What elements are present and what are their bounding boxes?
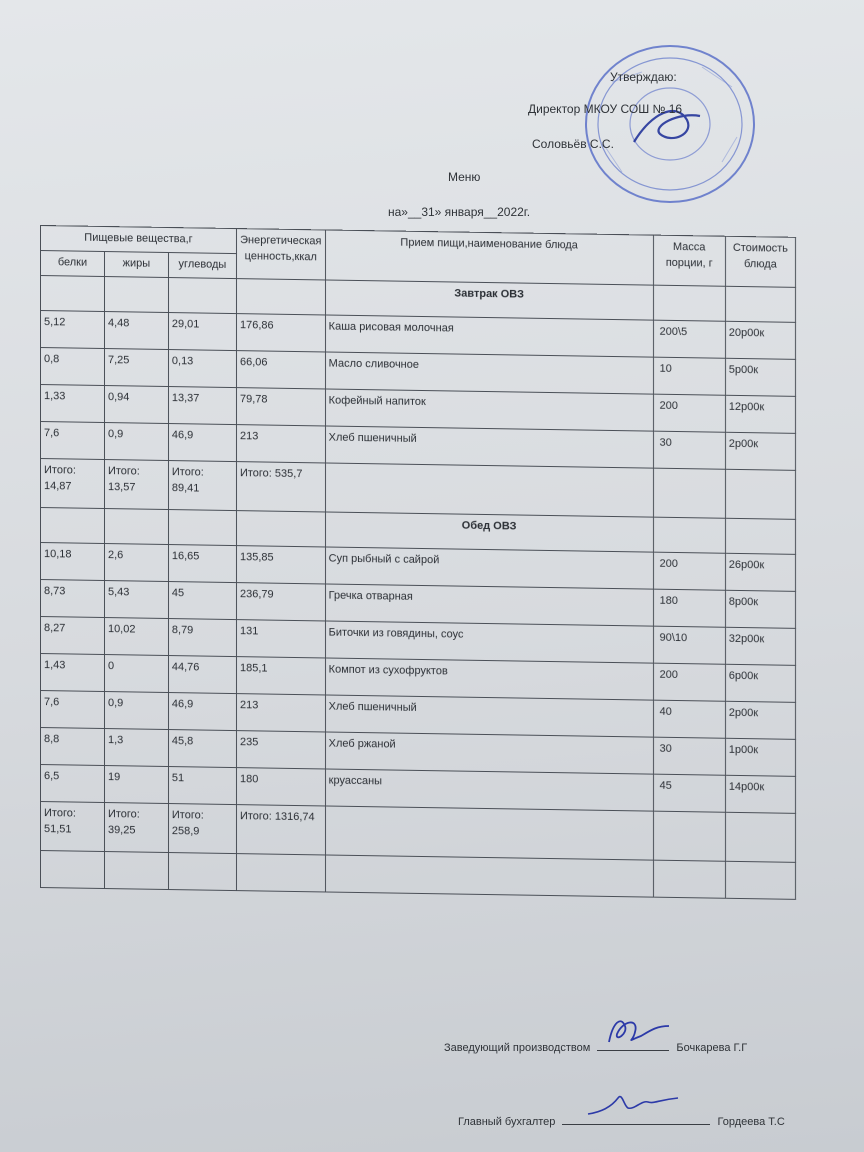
- mass-cell: 200: [653, 663, 725, 701]
- proteins-cell: 7,6: [41, 690, 105, 728]
- signature-production: [444, 1038, 747, 1054]
- carbs-cell: 45,8: [168, 729, 236, 767]
- signature-accountant: [458, 1112, 785, 1128]
- energy-cell: 235: [236, 730, 325, 768]
- proteins-cell: 0,8: [41, 347, 105, 385]
- fats-cell: 7,25: [104, 348, 168, 386]
- menu-table-wrapper: [40, 225, 800, 900]
- dish-name-cell: Каша рисовая молочная: [325, 315, 653, 357]
- approval-line-1: Утверждаю:: [610, 70, 677, 84]
- header-energy: Энергетическая ценность,ккал: [236, 229, 325, 280]
- empty-cell: [725, 469, 795, 519]
- proteins-cell: 6,5: [41, 764, 105, 802]
- fats-cell: 5,43: [104, 580, 168, 618]
- empty-cell: [325, 463, 653, 517]
- fats-cell: 2,6: [104, 543, 168, 581]
- carbs-cell: 8,79: [168, 618, 236, 656]
- fats-cell: 0,9: [104, 422, 168, 460]
- dish-name-cell: Компот из сухофруктов: [325, 658, 653, 700]
- fats-cell: 19: [104, 765, 168, 803]
- cost-cell: 32р00к: [725, 627, 795, 665]
- menu-date: на»__31» января__2022г.: [388, 205, 531, 219]
- energy-cell: 79,78: [236, 387, 325, 425]
- cost-cell: 12р00к: [725, 395, 795, 433]
- total-fats-cell: Итого: 39,25: [104, 802, 168, 852]
- empty-cell: [168, 277, 236, 313]
- empty-cell: [236, 853, 325, 891]
- header-fats: жиры: [104, 251, 168, 277]
- mass-cell: 90\10: [653, 626, 725, 664]
- energy-cell: 185,1: [236, 656, 325, 694]
- empty-cell: [236, 510, 325, 546]
- mass-cell: 10: [653, 357, 725, 395]
- proteins-cell: 8,27: [41, 616, 105, 654]
- carbs-cell: 16,65: [168, 544, 236, 582]
- fats-cell: 0,9: [104, 691, 168, 729]
- menu-table-body: [41, 275, 796, 899]
- total-proteins-cell: Итого: 14,87: [41, 458, 105, 508]
- energy-cell: 66,06: [236, 350, 325, 388]
- empty-cell: [104, 508, 168, 544]
- mass-cell: 180: [653, 589, 725, 627]
- empty-cell: [653, 517, 725, 553]
- empty-cell: [104, 276, 168, 312]
- mass-cell: 200\5: [653, 320, 725, 358]
- handwritten-signature-1: [595, 1012, 675, 1048]
- header-meal: Прием пищи,наименование блюда: [325, 230, 653, 285]
- proteins-cell: 8,8: [41, 727, 105, 765]
- total-fats-cell: Итого: 13,57: [104, 459, 168, 509]
- empty-cell: [653, 811, 725, 861]
- fats-cell: 0,94: [104, 385, 168, 423]
- energy-cell: 131: [236, 619, 325, 657]
- total-carbs-cell: Итого: 258,9: [168, 803, 236, 853]
- menu-table: [40, 225, 796, 900]
- empty-cell: [236, 278, 325, 314]
- empty-cell: [41, 507, 105, 543]
- header-carbs: углеводы: [168, 252, 236, 278]
- cost-cell: 8р00к: [725, 590, 795, 628]
- total-energy-cell: Итого: 535,7: [236, 461, 325, 511]
- production-signature-line: [597, 1038, 669, 1051]
- proteins-cell: 8,73: [41, 579, 105, 617]
- dish-name-cell: Масло сливочное: [325, 352, 653, 394]
- dish-name-cell: Суп рыбный с сайрой: [325, 547, 653, 589]
- empty-cell: [653, 860, 725, 898]
- proteins-cell: 1,33: [41, 384, 105, 422]
- total-proteins-cell: Итого: 51,51: [41, 801, 105, 851]
- carbs-cell: 29,01: [168, 312, 236, 350]
- empty-cell: [104, 851, 168, 889]
- header-cost: Стоимость блюда: [725, 236, 795, 287]
- carbs-cell: 44,76: [168, 655, 236, 693]
- dish-name-cell: Хлеб пшеничный: [325, 426, 653, 468]
- energy-cell: 180: [236, 767, 325, 805]
- energy-cell: 176,86: [236, 313, 325, 351]
- mass-cell: 40: [653, 700, 725, 738]
- empty-cell: [725, 518, 795, 554]
- cost-cell: 1р00к: [725, 738, 795, 776]
- cost-cell: 26р00к: [725, 553, 795, 591]
- total-energy-cell: Итого: 1316,74: [236, 804, 325, 854]
- accountant-name: Гордеева Т.С: [717, 1116, 785, 1128]
- accountant-label: Главный бухгалтер: [458, 1116, 556, 1128]
- cost-cell: 2р00к: [725, 432, 795, 470]
- energy-cell: 213: [236, 693, 325, 731]
- lunch-section-title: Обед ОВЗ: [325, 512, 653, 552]
- production-label: Заведующий производством: [444, 1042, 591, 1054]
- energy-cell: 236,79: [236, 582, 325, 620]
- empty-cell: [653, 468, 725, 518]
- mass-cell: 200: [653, 394, 725, 432]
- official-stamp: [582, 42, 757, 207]
- dish-name-cell: Хлеб пшеничный: [325, 695, 653, 737]
- mass-cell: 45: [653, 774, 725, 812]
- proteins-cell: 7,6: [41, 421, 105, 459]
- empty-cell: [325, 855, 653, 897]
- cost-cell: 6р00к: [725, 664, 795, 702]
- cost-cell: 14р00к: [725, 775, 795, 813]
- proteins-cell: 10,18: [41, 542, 105, 580]
- proteins-cell: 5,12: [41, 310, 105, 348]
- cost-cell: 2р00к: [725, 701, 795, 739]
- header-nutrients: Пищевые вещества,г: [41, 226, 237, 254]
- mass-cell: 30: [653, 431, 725, 469]
- fats-cell: 10,02: [104, 617, 168, 655]
- empty-cell: [653, 285, 725, 321]
- empty-cell: [168, 852, 236, 890]
- dish-name-cell: Хлеб ржаной: [325, 732, 653, 774]
- carbs-cell: 51: [168, 766, 236, 804]
- cost-cell: 20р00к: [725, 321, 795, 359]
- approval-line-2: Директор МКОУ СОШ № 16: [528, 102, 683, 116]
- dish-name-cell: круассаны: [325, 769, 653, 811]
- mass-cell: 30: [653, 737, 725, 775]
- empty-cell: [725, 861, 795, 899]
- header-mass: Масса порции, г: [653, 235, 725, 286]
- empty-cell: [168, 509, 236, 545]
- carbs-cell: 0,13: [168, 349, 236, 387]
- energy-cell: 135,85: [236, 545, 325, 583]
- carbs-cell: 13,37: [168, 386, 236, 424]
- production-name: Бочкарева Г.Г: [676, 1042, 748, 1054]
- mass-cell: 200: [653, 552, 725, 590]
- total-carbs-cell: Итого: 89,41: [168, 460, 236, 510]
- fats-cell: 4,48: [104, 311, 168, 349]
- energy-cell: 213: [236, 424, 325, 462]
- empty-cell: [41, 275, 105, 311]
- empty-cell: [325, 806, 653, 860]
- fats-cell: 1,3: [104, 728, 168, 766]
- empty-cell: [725, 286, 795, 322]
- menu-title: Меню: [448, 170, 481, 184]
- dish-name-cell: Кофейный напиток: [325, 389, 653, 431]
- empty-cell: [41, 850, 105, 888]
- carbs-cell: 46,9: [168, 423, 236, 461]
- header-proteins: белки: [41, 250, 105, 276]
- proteins-cell: 1,43: [41, 653, 105, 691]
- fats-cell: 0: [104, 654, 168, 692]
- accountant-signature-line: [562, 1112, 710, 1125]
- breakfast-section-title: Завтрак ОВЗ: [325, 280, 653, 320]
- dish-name-cell: Гречка отварная: [325, 584, 653, 626]
- cost-cell: 5р00к: [725, 358, 795, 396]
- carbs-cell: 46,9: [168, 692, 236, 730]
- approval-line-3: Соловьёв С.С.: [532, 137, 614, 151]
- carbs-cell: 45: [168, 581, 236, 619]
- dish-name-cell: Биточки из говядины, соус: [325, 621, 653, 663]
- empty-cell: [725, 812, 795, 862]
- handwritten-signature-2: [582, 1088, 702, 1124]
